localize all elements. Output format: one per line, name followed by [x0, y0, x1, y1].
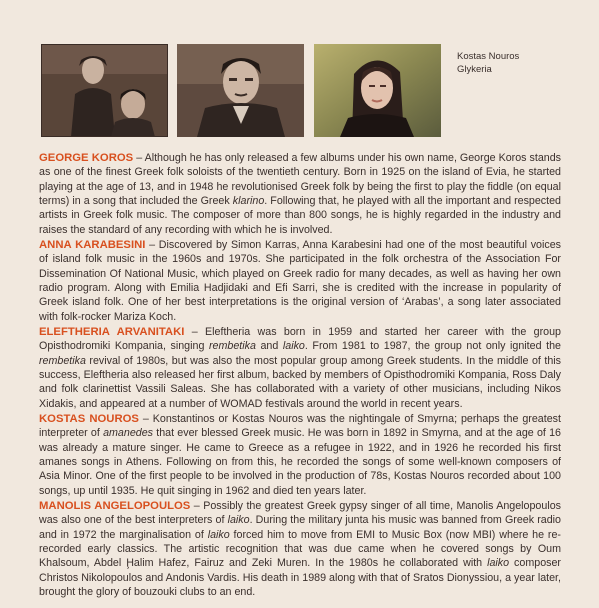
bio-italic-term: rembetika	[208, 340, 256, 353]
photo-kostas-nouros-duo-art	[41, 44, 168, 137]
bio-italic-term: laiko	[207, 528, 230, 541]
bio-kostas-nouros	[39, 412, 561, 498]
bio-italic-term: laiko	[227, 514, 250, 527]
bio-text: . From 1981 to 1987, the group not only ignited the	[304, 340, 561, 353]
bio-name: ANNA KARABESINI	[39, 239, 146, 251]
photo-captions	[457, 50, 519, 76]
photo-glykeria	[314, 44, 441, 137]
photo-kostas-nouros-portrait	[177, 44, 304, 137]
bio-eleftheria-arvanitaki	[39, 325, 561, 411]
bio-text: revival of 1980s, but was also the most popular group among Greek students. In the middle of this success, Eleftheria also released her first album, backed by members of Opisthodromiki Kompania, Ross Daly and folk clarinettist Vassili Saleas. She has collaborated with a variety of other musicians, including Nikos Xidakis, and appeared at a number of WOMAD festivals around the world in recent years.	[39, 354, 561, 410]
bio-name: ELEFTHERIA ARVANITAKI	[39, 326, 185, 338]
photo-kostas-nouros-portrait-art	[177, 44, 304, 137]
bio-text: . Following that, he played with all the important and respected artists in Greek folk music. The composer of more than 800 songs, he is highly regarded in the industry and raises the standard of any recording with which he is involved.	[39, 195, 562, 236]
bio-text: – Although he has only released a few albums under his own name, George Koros stands as one of the finest Greek folk soloists of the twentieth century. Born in 1925 on the island of Evia, he started playing at the age of 13, and in 1948 he revolutionised Greek folk by being the first to play the fiddle (on equal terms) in a song that included the Greek	[39, 152, 562, 208]
caption-glykeria: Glykeria	[457, 64, 492, 75]
bio-text: forced him to move from EMI to Music Box (now MBI) where he re-recorded early classics. The artistic recognition that was due came when he covered songs by Oum Khalsoum, Abdel Ḩalim Hafez, Fairuz and Zeki Muren. In the 1980s he collaborated with	[39, 528, 561, 570]
bio-italic-term: laiko	[282, 340, 305, 353]
bio-text: – Possibly the greatest Greek gypsy singer of all time, Manolis Angelopoulos was also one of the best interpreters of	[39, 500, 561, 527]
bio-italic-term: laiko	[487, 557, 510, 570]
bio-italic-term: amanedes	[103, 427, 153, 440]
photo-glykeria-art	[314, 44, 441, 137]
bio-anna-karabesini	[39, 238, 561, 324]
bio-text: . During the military junta his music was banned from Greek radio and in 1972 the marginalisation of	[39, 514, 561, 541]
caption-kostas-nouros: Kostas Nouros	[457, 51, 520, 62]
photo-kostas-nouros-duo	[41, 44, 168, 137]
bio-italic-term: rembetika	[39, 354, 86, 367]
bio-name: GEORGE KOROS	[39, 152, 134, 164]
bio-italic-term: klarino	[232, 195, 265, 208]
bio-name: MANOLIS ANGELOPOULOS	[39, 500, 191, 512]
bio-george-koros	[39, 151, 561, 237]
bio-text: composer Christos Nikolopoulos and Andonis Vardis. His death in 1989 along with that of Sratos Dionyssiou, a year later, brought the glory of bouzouki clubs to an end.	[39, 557, 561, 599]
bio-text: that ever blessed Greek music. He was born in 1892 in Smyrna, and at the age of 16 was already a mature singer. He came to Greece as a refugee in 1922, and in 1926 he recorded his first amanes songs in Athens. Following on from this, he recorded the songs of some well-known composers of Asia Minor. One of the first people to be involved in the production of 78s, Kostas Nouros recorded about 100 songs, up until 1935. He quit singing in 1962 and died ten years later.	[39, 427, 561, 497]
bio-text: – Eleftheria was born in 1959 and started her career with the group Opisthodromiki Kompania, singing	[39, 326, 561, 353]
bio-text: – Discovered by Simon Karras, Anna Karabesini had one of the most beautiful voices of island folk music in the 1960s and 1970s. She participated in the folk orchestra of the Association For Dissemination Of National Music, which played on Greek radio for many decades, as well as having her own radio program. Along with Emilia Hadjidaki and Efi Sarri, she is credited with the increase in popularity of Greek island folk. One of her best interpretations is the original version of ‘Arabas’, a song later associated with folk-rocker Mariza Koch.	[39, 239, 561, 323]
bio-manolis-angelopoulos	[39, 499, 561, 599]
bio-text: and	[255, 340, 283, 353]
bio-text: – Konstantinos or Kostas Nouros was the nightingale of Smyrna; perhaps the greatest interpreter of	[39, 413, 561, 440]
bio-name: KOSTAS NOUROS	[39, 413, 139, 425]
